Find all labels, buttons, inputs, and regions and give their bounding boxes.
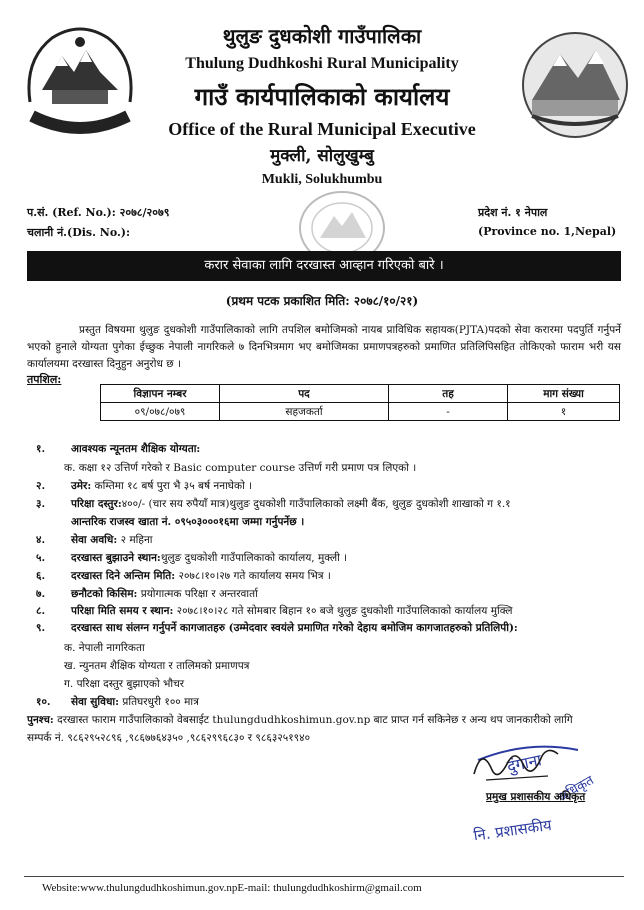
signatory-title: प्रमुख प्रशासकीय अधिकृत bbox=[486, 791, 586, 803]
table-header-row bbox=[101, 385, 620, 403]
column-header: माग संख्या bbox=[508, 385, 620, 403]
column-header: तह bbox=[389, 385, 508, 403]
publication-date: (प्रथम पटक प्रकाशित मिति: २०७८/१०/२१) bbox=[225, 294, 419, 308]
svg-text:नि. प्रशासकीय: नि. प्रशासकीय bbox=[472, 815, 553, 840]
document-item: क. नेपाली नागरिकता bbox=[64, 642, 145, 654]
notice-body: प्रस्तुत विषयमा थुलुङ दुधकोशी गाउँपालिकाको लागि तपशिल बमोजिमको नायब प्राविधिक सहायक(PJTA)पदको सेवा करारमा पदपुर्ति गर्नुपर्ने भएको हुनाले योग्यता पुगेका ईच्छुक नेपाली नागरिकले ७ दिनभित्रमाग भए बमोजिमका प्रमाणपत्रहरुको प्रमाणित प्रतिलिपिसहित तोकिएको फाराम भरी यस कार्यालयमा दरखास्त दिनुहुन अनुरोध छ । bbox=[27, 324, 621, 370]
ref-number: प.सं. (Ref. No.): २०७८/२०७९ bbox=[27, 206, 170, 219]
postscript-contacts: सम्पर्क नं. ९८६२९५२८९६ ,९८६७७६४३५० ,९८६२९९६८३० र ९८६३२५१९४० bbox=[27, 732, 311, 744]
section-facility: १०. सेवा सुविधा: प्रतिघरधुरी १०० मात्र bbox=[36, 696, 199, 708]
exam-fee-account: आन्तरिक राजस्व खाता नं. ०९५०३०००१६मा जम्मा गर्नुपर्नेछ । bbox=[71, 516, 305, 528]
section-deadline: ६. दरखास्त दिने अन्तिम मिति: २०७८।१०।२७ गते कार्यालय समय भित्र । bbox=[36, 570, 331, 582]
section-selection-method: ७. छनौटको किसिम: प्रयोगात्मक परिक्षा र अन्तरवार्ता bbox=[36, 588, 258, 600]
dispatch-number: चलानी नं.(Dis. No.): bbox=[27, 226, 131, 239]
postscript: पुनश्च: दरखास्त फाराम गाउँपालिकाको वेबसाईट thulungdudhkoshimun.gov.np बाट प्राप्त गर्न सकिनेछ र अन्य थप जानकारीको लागि bbox=[27, 714, 573, 726]
section-age: २. उमेर: कम्तिमा १८ बर्ष पुरा भै ३५ बर्ष ननाघेको । bbox=[36, 480, 253, 492]
qualification-item: क. कक्षा १२ उत्तिर्ण गरेको र Basic computer course उत्तिर्ण गरी प्रमाण पत्र लिएको । bbox=[64, 462, 417, 474]
province-english: (Province no. 1,Nepal) bbox=[478, 225, 617, 238]
vacancy-table bbox=[100, 384, 620, 421]
province-nepali: प्रदेश नं. १ नेपाल bbox=[478, 206, 548, 219]
details-label: तपशिल: bbox=[27, 373, 62, 386]
table-cell: १ bbox=[508, 403, 620, 421]
handwritten-signature bbox=[468, 736, 572, 786]
municipality-name-nepali: थुलुङ दुधकोशी गाउँपालिका bbox=[222, 24, 422, 48]
svg-text:दुंगाना: दुंगाना bbox=[505, 750, 544, 777]
place-english: Mukli, Solukhumbu bbox=[261, 172, 383, 187]
document-item: ग. परिक्षा दस्तुर बुझाएको भौचर bbox=[64, 678, 185, 690]
table-cell: - bbox=[389, 403, 508, 421]
table-cell: सहजकर्ता bbox=[220, 403, 389, 421]
mountain-logo bbox=[520, 30, 630, 140]
office-name-nepali: गाउँ कार्यपालिकाको कार्यालय bbox=[194, 82, 450, 111]
svg-text:अधिकृत: अधिकृत bbox=[555, 773, 597, 806]
section-exam-schedule: ८. परिक्षा मिति समय र स्थान: २०७८।१०।२८ गते सोमबार बिहान १० बजे थुलुङ दुधकोशी गाउँपालिकाको कार्यालय मुक्लि bbox=[36, 605, 513, 617]
footer-divider bbox=[24, 876, 624, 877]
column-header: पद bbox=[220, 385, 389, 403]
document-item: ख. न्युनतम शैक्षिक योग्यता र तालिमको प्रमाणपत्र bbox=[64, 660, 250, 672]
section-required-documents: ९. दरखास्त साथ संलग्न गर्नुपर्ने कागजातहरु (उम्मेदवार स्वयंले प्रमाणित गरेको देहाय बमोजिम कागजातहरुको प्रतिलिपी): bbox=[36, 622, 518, 634]
section-qualification: १. आवश्यक न्यूनतम शैक्षिक योग्यता: bbox=[36, 443, 201, 455]
section-submission-place: ५. दरखास्त बुझाउने स्थान:थुलुङ दुधकोशी गाउँपालिकाको कार्यालय, मुक्ली । bbox=[36, 552, 348, 564]
column-header: विज्ञापन नम्बर bbox=[101, 385, 220, 403]
section-duration: ४. सेवा अवधि: २ महिना bbox=[36, 534, 153, 546]
table-cell: ०९/०७८/०७९ bbox=[101, 403, 220, 421]
office-name-english: Office of the Rural Municipal Executive bbox=[168, 119, 476, 139]
section-exam-fee: ३. परिक्षा दस्तुर:४००/- (चार सय रुपैयाँ मात्र)थुलुङ दुधकोशी गाउँपालिकाको लक्ष्मी बैंक, थुलुङ दुधकोशी शाखाको ग १.१ bbox=[36, 498, 511, 510]
place-nepali: मुक्ली, सोलुखुम्बु bbox=[270, 146, 374, 166]
footer-contact: Website:www.thulungdudhkoshimun.gov.npE-mail: thulungdudhkoshirm@gmail.com bbox=[42, 882, 422, 894]
table-row bbox=[101, 403, 620, 421]
notice-title-banner: करार सेवाका लागि दरखास्त आव्हान गरिएको बारे । bbox=[27, 251, 621, 281]
municipality-name-english: Thulung Dudhkoshi Rural Municipality bbox=[185, 55, 459, 72]
